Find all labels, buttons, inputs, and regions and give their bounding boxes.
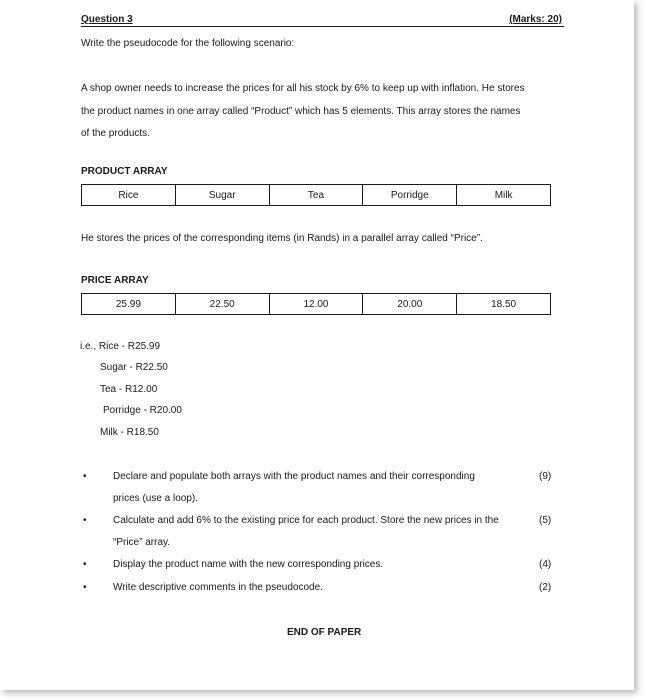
task-line: Declare and populate both arrays with the product names and their corresponding	[113, 471, 475, 482]
instruction-text: Write the pseudocode for the following scenario:	[81, 38, 295, 49]
array-cell: 18.50	[457, 294, 551, 315]
array-cell: 25.99	[82, 294, 176, 315]
scenario-line: of the products.	[81, 128, 150, 139]
task-line: Write descriptive comments in the pseudocode.	[113, 582, 323, 593]
scenario-paragraph	[81, 78, 561, 146]
task-marks: (2)	[539, 582, 552, 593]
product-array-table	[81, 184, 551, 206]
bullet-icon: •	[83, 582, 87, 593]
task-marks: (9)	[539, 471, 552, 482]
bullet-icon: •	[83, 515, 87, 526]
array-cell: Tea	[269, 185, 363, 206]
example-line: i.e., Rice - R25.99	[80, 341, 161, 352]
array-cell: Porridge	[363, 185, 457, 206]
question-marks: (Marks: 20)	[509, 14, 562, 25]
product-array-label: PRODUCT ARRAY	[81, 166, 168, 177]
table-row	[82, 185, 551, 206]
example-line: Tea - R12.00	[100, 384, 158, 395]
price-array-table	[81, 293, 551, 315]
scenario-line: the product names in one array called “Product” which has 5 elements. This array stores the names	[81, 105, 521, 117]
end-of-paper: END OF PAPER	[287, 627, 362, 638]
task-marks: (4)	[539, 559, 552, 570]
example-line: Sugar - R22.50	[100, 362, 168, 373]
bullet-icon: •	[83, 559, 87, 570]
price-note-text: He stores the prices of the corresponding items (in Rands) in a parallel array called “Price”.	[81, 233, 483, 244]
task-line: prices (use a loop).	[113, 493, 199, 504]
bullet-icon: •	[83, 471, 87, 482]
array-cell: 22.50	[175, 294, 269, 315]
task-line: “Price” array.	[113, 537, 171, 548]
array-cell: Sugar	[175, 185, 269, 206]
example-line: Porridge - R20.00	[103, 405, 182, 416]
array-cell: Rice	[82, 185, 176, 206]
array-cell: 20.00	[363, 294, 457, 315]
task-line: Display the product name with the new corresponding prices.	[113, 559, 384, 570]
price-array-label: PRICE ARRAY	[81, 275, 149, 286]
task-marks: (5)	[539, 515, 552, 526]
array-cell: 12.00	[269, 294, 363, 315]
example-line: Milk - R18.50	[100, 427, 159, 438]
task-line: Calculate and add 6% to the existing price for each product. Store the new prices in the	[113, 515, 499, 526]
table-row	[82, 294, 551, 315]
array-cell: Milk	[457, 185, 551, 206]
question-title: Question 3	[81, 14, 133, 25]
scenario-line: A shop owner needs to increase the prices for all his stock by 6% to keep up with inflation. He stores	[81, 83, 525, 94]
question-header	[81, 14, 564, 27]
